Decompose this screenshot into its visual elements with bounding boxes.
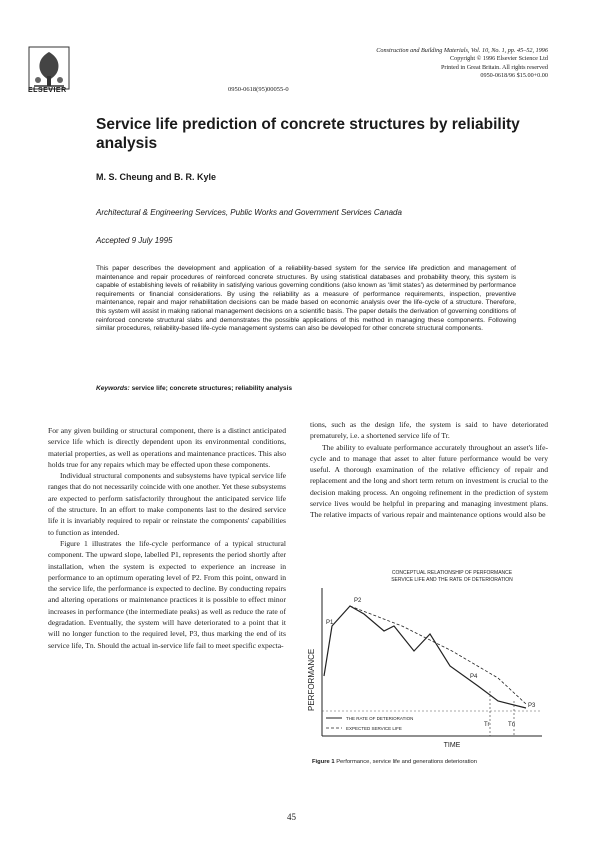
page-number: 45 [287, 812, 296, 822]
elsevier-logo [28, 46, 70, 90]
legend-deterioration: THE RATE OF DETERIORATION [346, 716, 414, 721]
pii-code: 0950-0618(95)00055-0 [228, 86, 289, 93]
paragraph: Figure 1 illustrates the life-cycle performance of a typical structural component. The upward slope, labelled P1, represents the period shortly after installation, when the system is expected to experience an increase in performance to an optimum operating level of P2. From this point, onward in the service life, the performance is expected to decline. By conducting repairs and altering operations or maintenance practices it is possible to effect minor increases in performance (the intermediate peaks) as well as reduce the rate of degradation. Eventually, the system will have deteriorated to a point that it will no longer function to the required level, P3, thus marking the end of its service life, Tn. Should the actual in-service life fail to meet specific expecta- [48, 538, 286, 650]
accepted-date: Accepted 9 July 1995 [96, 236, 173, 245]
paragraph: Individual structural components and subsystems have typical service life ranges that do not necessarily coincide with one another. Yet these subsystems are expected to perform satisfactorily throughout the anticipated service life of the structure. In an effort to make components last to the desired service life it is invariably required to repair or reinstate the components' capabilities to function as intended. [48, 471, 286, 537]
paragraph: For any given building or structural component, there is a distinct anticipated service life which is directly dependent upon its environmental conditions, material properties, as well as operations and maintenance practices. This also holds true for any repairs which may be effected upon these components. [48, 426, 286, 469]
journal-info [318, 47, 548, 81]
y-axis-label: PERFORMANCE [307, 648, 316, 711]
expected-curve [350, 606, 526, 704]
body-column-right [310, 419, 548, 521]
article-title: Service life prediction of concrete structures by reliability analysis [96, 116, 520, 152]
label-p3: P3 [528, 703, 536, 709]
label-tn: Tn [508, 722, 516, 728]
keywords [96, 385, 292, 392]
figure-1 [302, 566, 552, 748]
label-p4: P4 [470, 674, 478, 680]
figure-heading-line2: SERVICE LIFE AND THE RATE OF DETERIORATION [391, 577, 513, 583]
journal-citation: Construction and Building Materials, Vol. 10, No. 1, pp. 45–52, 1996 [376, 47, 548, 54]
author-affiliation: Architectural & Engineering Services, Public Works and Government Services Canada [96, 208, 402, 217]
abstract: This paper describes the development and application of a reliability-based system for the service life prediction and management of maintenance and repair procedures of reinforced concrete structures. By using statistical databases and probability theory, this system is capable of establishing levels of reliability in satisfying various governing conditions (also known as 'limit states') as determined by performance requirements or financial considerations. By using the reliability as a measure of performance requirements, inspection, preventive maintenance, repair and major rehabilitation decisions can be made based on economic analysis over the life-cycle of a structure. Therefore, this system will assist in making rational management decisions on a scientific basis. The paper details the derivation of governing conditions of reinforced concrete structural slabs and demonstrates the possible applications of this method in managing these components. Following similar procedures, reliability-based life-cycle management systems can also be developed for other concrete structural components. [96, 265, 516, 333]
label-p1: P1 [326, 620, 334, 626]
figure-heading-line1: CONCEPTUAL RELATIONSHIP OF PERFORMANCE [391, 570, 513, 576]
paragraph: tions, such as the design life, the system is said to have deteriorated prematurely, i.e. a shortened service life of Tr. [310, 420, 548, 441]
label-tr: Tr [484, 722, 490, 728]
article-authors: M. S. Cheung and B. R. Kyle [96, 172, 217, 182]
label-p2: P2 [354, 598, 362, 604]
keywords-list: service life; concrete structures; reliability analysis [131, 385, 293, 392]
caption-label: Figure 1 [312, 759, 335, 765]
copyright-line: Copyright © 1996 Elsevier Science Ltd [449, 55, 548, 63]
publisher-name: ELSEVIER [28, 87, 67, 94]
printed-line: Printed in Great Britain. All rights reserved [440, 63, 548, 71]
legend-expected-life: EXPECTED SERVICE LIFE [346, 726, 402, 731]
keywords-label: Keywords: [96, 385, 130, 392]
caption-text: Performance, service life and generations deterioration [336, 759, 477, 765]
issn-price-line: 0950-0618/96 $15.00+0.00 [480, 72, 548, 80]
paragraph: The ability to evaluate performance accurately throughout an asset's life-cycle and to manage that asset to alter future performance would be very useful. A thorough examination of the relative efficiency of repair and replacement and the long and short term return on investment is crucial to the decision making process. An ongoing refinement in the prediction of system service lives would be helpful in preparing and managing investment plans. The relative impacts of various repair and maintenance options would also be [310, 442, 548, 520]
performance-curve [324, 606, 526, 708]
x-axis-label: TIME [443, 742, 461, 748]
figure-caption [312, 759, 477, 765]
body-column-left [48, 425, 286, 651]
